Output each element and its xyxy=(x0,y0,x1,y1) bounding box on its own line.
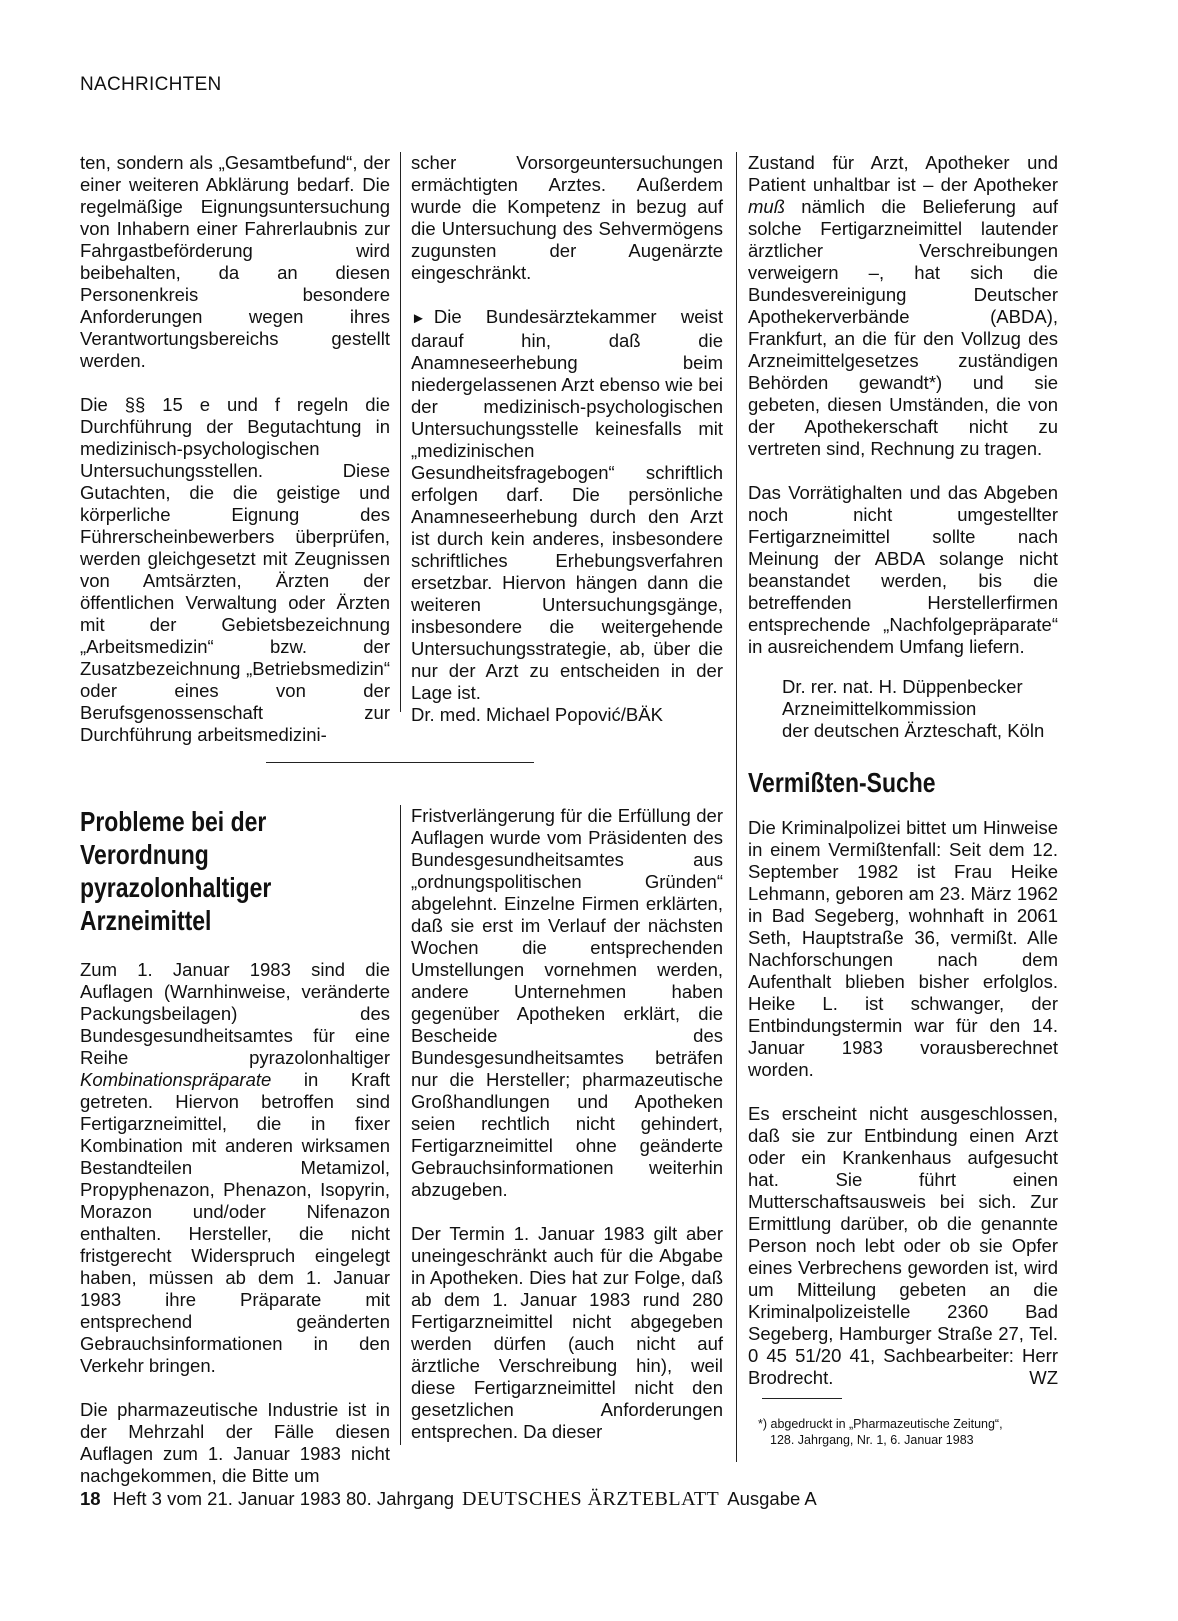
edition-label: Ausgabe A xyxy=(727,1488,817,1509)
emphasis-text: Kombinationspräparate xyxy=(80,1069,272,1090)
page-footer xyxy=(80,1488,817,1511)
article2-paragraph: Fristverlängerung für die Erfüllung der Auflagen wurde vom Präsidenten des Bundesgesundheitsamtes aus „ordnungspolitischen Gründen“ abgelehnt. Einzelne Firmen erklärten, daß sie erst im Verlauf der nächsten Wochen die entsprechenden Umstellungen vornehmen werden, andere Unternehmen haben gegenüber Apotheken erklärt, die Bescheide des Bundesgesundheitsamtes beträfen nur die Hersteller; pharmazeutische Großhandlungen und Apotheken seien rechtlich nicht gehindert, Fertigarzneimittel ohne geänderte Gebrauchsinformationen weiterhin abzugeben. xyxy=(411,805,723,1200)
issue-info: Heft 3 vom 21. Januar 1983 80. Jahrgang xyxy=(112,1488,455,1509)
signature-line: der deutschen Ärzteschaft, Köln xyxy=(782,720,1045,741)
emphasis-text: muß xyxy=(748,196,785,217)
missing-paragraph: Die Kriminalpolizei bittet um Hinweise in einem Vermißtenfall: Seit dem 12. September 1982 ist Frau Heike Lehmann, geboren am 23. März 1962 in Bad Segeberg, wohnhaft in 2061 Seth, Hauptstraße 36, vermißt. Alle Nachforschungen nach dem Aufenthalt blieben bisher erfolglos. Heike L. ist schwanger, der Entbindungstermin war für den 14. Januar 1983 vorausberechnet worden. xyxy=(748,817,1058,1080)
signature-line: Dr. rer. nat. H. Düppenbecker xyxy=(782,676,1023,697)
article1-paragraph: scher Vorsorgeuntersuchungen ermächtigten Arztes. Außerdem wurde die Kompetenz in bezug auf die Untersuchung des Sehvermögens zugunsten der Augenärzte eingeschränkt. xyxy=(411,152,723,283)
author-initials: WZ xyxy=(1029,1367,1058,1388)
article2-column-2 xyxy=(411,805,723,1443)
article1-paragraph xyxy=(411,306,723,704)
letter-signature xyxy=(782,676,1058,742)
missing-person-column xyxy=(748,766,1058,1389)
journal-name: DEUTSCHES ÄRZTEBLATT xyxy=(462,1488,720,1510)
missing-headline: Vermißten-Suche xyxy=(748,767,936,798)
letter-paragraph: Das Vorrätighalten und das Abgeben noch nicht umgestellter Fertigarzneimittel sollte nach Meinung der ABDA solange nicht beanstandet werden, bis die betreffenden Herstellerfirmen entsprechende „Nachfolgepräparate“ in ausreichendem Umfang liefern. xyxy=(748,482,1058,657)
bullet-marker: ► xyxy=(411,310,426,327)
article1-paragraph: Die §§ 15 e und f regeln die Durchführung der Begutachtung in medizinisch-psychologischen Untersuchungsstellen. Diese Gutachten, die die geistige und körperliche Eignung des Führerscheinbewerbers überprüfen, werden gleichgesetzt mit Zeugnissen von Amtsärzten, Ärzten der öffentlichen Verwaltung oder Ärzten mit der Gebietsbezeichnung „Arbeitsmedizin“ bzw. der Zusatzbezeichnung „Betriebsmedizin“ oder eines von der Berufsgenossenschaft zur Durchführung arbeitsmedizini- xyxy=(80,394,390,745)
column-divider xyxy=(400,805,401,1445)
page-number: 18 xyxy=(80,1488,101,1509)
article1-column-2 xyxy=(411,152,723,748)
article2-column-1 xyxy=(80,805,390,1487)
article1-paragraph: ten, sondern als „Gesamtbefund“, der einer weiteren Abklärung bedarf. Die regelmäßige Eignungsuntersuchung von Inhabern einer Fahrerlaubnis zur Fahrgastbeförderung wird beibehalten, da an diesen Personenkreis besondere Anforderungen wegen ihres Verantwortungsbereichs gestellt werden. xyxy=(80,152,390,371)
footnote-rule xyxy=(762,1398,842,1399)
column-divider xyxy=(400,152,401,712)
article1-paragraph-text: Die Bundesärztekammer weist darauf hin, daß die Anamneseerhebung beim niedergelassenen Arzt ebenso wie bei der medizinisch-psychologischen Untersuchungsstelle keinesfalls mit „medizinischen Gesundheitsfragebogen“ schriftlich erfolgen darf. Die persönliche Anamneseerhebung durch den Arzt ist durch kein anderes, insbesondere schriftliches Erhebungsverfahren ersetzbar. Hiervon hängen dann die weiteren Untersuchungsgänge, insbesondere die weitergehende Untersuchungsstrategie, ab, über die nur der Arzt zu entscheiden in der Lage ist. xyxy=(411,306,723,703)
author-signature: Dr. med. Michael Popović/BÄK xyxy=(411,704,663,725)
column-divider xyxy=(736,152,737,1462)
article2-paragraph: Die pharmazeutische Industrie ist in der Mehrzahl der Fälle diesen Auflagen zum 1. Januar 1983 nicht nachgekommen, die Bitte um xyxy=(80,1399,390,1486)
section-label: NACHRICHTEN xyxy=(80,74,222,95)
signature-line: Arzneimittelkommission xyxy=(782,698,977,719)
letter-paragraph: Zustand für Arzt, Apotheker und Patient unhaltbar ist – der Apotheker muß nämlich die Belieferung auf solche Fertigarzneimittel lautender ärztlicher Verschreibungen verweigern –, hat sich die Bundesvereinigung Deutscher Apothekerverbände (ABDA), Frankfurt, an die für den Vollzug des Arzneimittelgesetzes zuständigen Behörden gewandt*) und sie gebeten, diesen Umständen, die von der Apothekerschaft nicht zu vertreten sind, Rechnung zu tragen. xyxy=(748,152,1058,459)
article2-paragraph: Der Termin 1. Januar 1983 gilt aber uneingeschränkt auch für die Abgabe in Apotheken. Dies hat zur Folge, daß ab dem 1. Januar 1983 rund 280 Fertigarzneimittel nicht abgegeben werden dürfen (auch nicht auf ärztliche Verschreibung hin), weil diese Fertigarzneimittel nicht den gesetzlichen Anforderungen entsprechen. Da dieser xyxy=(411,1223,723,1442)
footnote: *) abgedruckt in „Pharmazeutische Zeitung“, 128. Jahrgang, Nr. 1, 6. Januar 1983 xyxy=(758,1417,1003,1447)
letter-column xyxy=(748,152,1058,742)
article2-paragraph: Zum 1. Januar 1983 sind die Auflagen (Warnhinweise, veränderte Packungsbeilagen) des Bundesgesundheitsamtes für eine Reihe pyrazolonhaltiger Kombinationspräparate in Kraft getreten. Hiervon betroffen sind Fertigarzneimittel, die in fixer Kombination mit anderen wirksamen Bestandteilen Metamizol, Propyphenazon, Phenazon, Isopyrin, Morazon und/oder Nifenazon enthalten. Hersteller, die nicht fristgerecht Widerspruch eingelegt haben, müssen ab dem 1. Januar 1983 ihre Präparate mit entsprechend geänderten Gebrauchsinformationen in den Verkehr bringen. xyxy=(80,959,390,1376)
article1-column-1 xyxy=(80,152,390,746)
article-separator xyxy=(266,762,534,763)
article-headline: Probleme bei der Verordnung pyrazolonhaltiger Arzneimittel xyxy=(80,806,272,936)
missing-paragraph: Es erscheint nicht ausgeschlossen, daß sie zur Entbindung einen Arzt oder ein Krankenhaus aufgesucht hat. Sie führt einen Mutterschaftsausweis bei sich. Zur Ermittlung darüber, ob die genannte Person noch lebt oder ob sie Opfer eines Verbrechens geworden ist, wird um Mitteilung gebeten an die Kriminalpolizeistelle 2360 Bad Segeberg, Hamburger Straße 27, Tel. 0 45 51/20 41, Sachbearbeiter: Herr Brodrecht. WZ xyxy=(748,1103,1058,1388)
